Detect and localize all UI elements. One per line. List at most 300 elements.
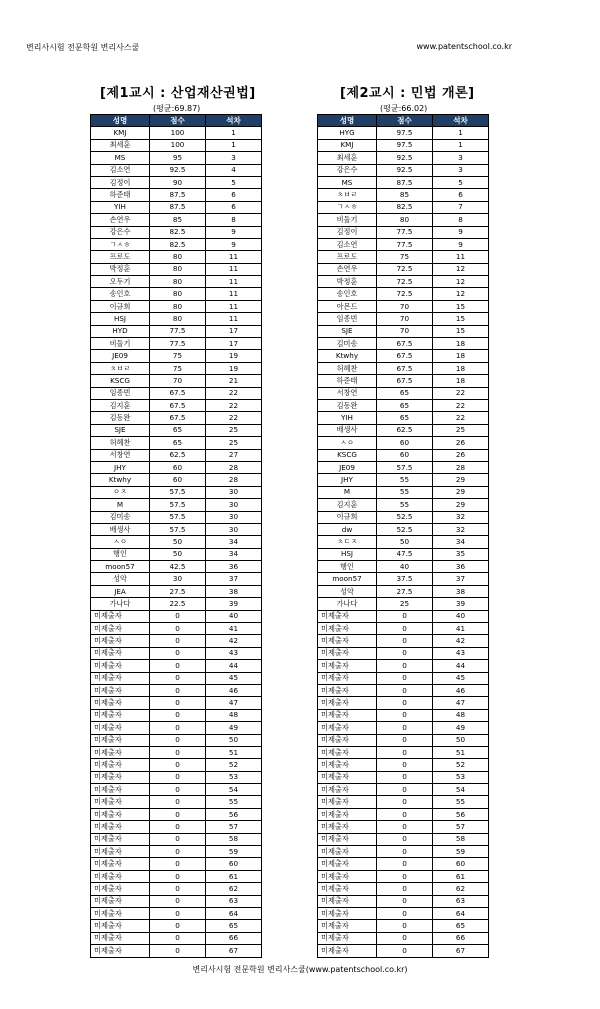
table2-title: [제2교시 : 민법 개론]	[340, 86, 475, 101]
name-cell: 미제출자	[318, 784, 377, 796]
table-row	[318, 362, 489, 374]
rank-cell: 41	[433, 623, 489, 635]
name-cell: 배생사	[318, 424, 377, 436]
rank-cell: 37	[433, 573, 489, 585]
name-cell: 가나다	[91, 598, 150, 610]
score-cell: 0	[377, 647, 433, 659]
score-cell: 0	[377, 808, 433, 820]
score-cell: 55	[377, 486, 433, 498]
rank-cell: 61	[206, 870, 262, 882]
score-cell: 0	[150, 635, 206, 647]
score-cell: 0	[150, 697, 206, 709]
name-cell: KSCG	[318, 449, 377, 461]
rank-cell: 11	[206, 313, 262, 325]
name-cell: YIH	[318, 412, 377, 424]
name-cell: 미제출자	[91, 784, 150, 796]
column-header-name: 성명	[318, 115, 377, 127]
name-cell: 미제출자	[318, 771, 377, 783]
name-cell: 송인호	[91, 288, 150, 300]
table-row	[91, 437, 262, 449]
table-row	[318, 325, 489, 337]
name-cell: 비둘기	[318, 214, 377, 226]
table-row	[91, 846, 262, 858]
score-cell: 0	[150, 858, 206, 870]
rank-cell: 51	[433, 746, 489, 758]
score-cell: 0	[377, 746, 433, 758]
name-cell: 미제출자	[91, 771, 150, 783]
name-cell: 프로도	[318, 251, 377, 263]
rank-cell: 55	[433, 796, 489, 808]
score-cell: 65	[150, 424, 206, 436]
score-cell: 50	[150, 548, 206, 560]
rank-cell: 61	[433, 870, 489, 882]
score-cell: 87.5	[377, 176, 433, 188]
name-cell: 미제출자	[91, 672, 150, 684]
score-cell: 55	[377, 499, 433, 511]
name-cell: 미제출자	[318, 932, 377, 944]
score-cell: 85	[377, 189, 433, 201]
score-cell: 0	[377, 610, 433, 622]
name-cell: MS	[318, 176, 377, 188]
table-row	[91, 511, 262, 523]
score-cell: 57.5	[377, 461, 433, 473]
rank-cell: 19	[206, 350, 262, 362]
name-cell: 미제출자	[91, 746, 150, 758]
rank-cell: 38	[433, 585, 489, 597]
rank-cell: 7	[433, 201, 489, 213]
rank-cell: 9	[206, 226, 262, 238]
table-row	[91, 672, 262, 684]
name-cell: 임종빈	[318, 313, 377, 325]
score-cell: 0	[377, 734, 433, 746]
rank-cell: 26	[433, 437, 489, 449]
rank-cell: 22	[206, 399, 262, 411]
name-cell: 미제출자	[91, 870, 150, 882]
name-cell: 미제출자	[91, 709, 150, 721]
table-row	[318, 573, 489, 585]
table-row	[318, 288, 489, 300]
score-cell: 90	[150, 176, 206, 188]
rank-cell: 27	[206, 449, 262, 461]
score-cell: 70	[377, 300, 433, 312]
score-cell: 37.5	[377, 573, 433, 585]
name-cell: 행인	[318, 561, 377, 573]
name-cell: 최세훈	[318, 152, 377, 164]
rank-cell: 22	[206, 412, 262, 424]
rank-cell: 50	[206, 734, 262, 746]
name-cell: 미제출자	[318, 684, 377, 696]
table-row	[318, 684, 489, 696]
score-cell: 67.5	[150, 387, 206, 399]
table-row	[318, 214, 489, 226]
rank-cell: 28	[206, 461, 262, 473]
name-cell: 가나다	[318, 598, 377, 610]
rank-cell: 59	[433, 846, 489, 858]
rank-cell: 52	[206, 759, 262, 771]
table-row	[318, 461, 489, 473]
score-cell: 77.5	[377, 238, 433, 250]
rank-cell: 66	[206, 932, 262, 944]
name-cell: KMJ	[91, 127, 150, 139]
table-row	[318, 350, 489, 362]
rank-cell: 29	[433, 486, 489, 498]
name-cell: ㄱㅅㅎ	[318, 201, 377, 213]
table-row	[91, 176, 262, 188]
name-cell: 미제출자	[318, 796, 377, 808]
rank-cell: 66	[433, 932, 489, 944]
score-cell: 0	[377, 722, 433, 734]
table-row	[91, 561, 262, 573]
score-cell: 80	[150, 313, 206, 325]
rank-cell: 52	[433, 759, 489, 771]
name-cell: 비둘기	[91, 338, 150, 350]
rank-cell: 29	[433, 474, 489, 486]
rank-cell: 18	[433, 350, 489, 362]
score-cell: 77.5	[150, 338, 206, 350]
name-cell: ㄱㅅㅎ	[91, 238, 150, 250]
score-cell: 0	[377, 870, 433, 882]
score-cell: 55	[377, 474, 433, 486]
name-cell: KSCG	[91, 375, 150, 387]
name-cell: 김지훈	[318, 499, 377, 511]
name-cell: JHY	[318, 474, 377, 486]
score-cell: 82.5	[377, 201, 433, 213]
name-cell: 미제출자	[91, 945, 150, 957]
rank-cell: 43	[206, 647, 262, 659]
rank-cell: 11	[206, 276, 262, 288]
name-cell: 미제출자	[318, 746, 377, 758]
rank-cell: 45	[206, 672, 262, 684]
rank-cell: 53	[206, 771, 262, 783]
header-website-link[interactable]: www.patentschool.co.kr	[416, 42, 512, 51]
name-cell: ㅅㅇ	[318, 437, 377, 449]
table-row	[318, 536, 489, 548]
score-cell: 47.5	[377, 548, 433, 560]
name-cell: HSJ	[91, 313, 150, 325]
table-row	[91, 796, 262, 808]
score-cell: 0	[150, 684, 206, 696]
table-row	[91, 660, 262, 672]
rank-cell: 44	[206, 660, 262, 672]
score-cell: 72.5	[377, 263, 433, 275]
table-row	[318, 697, 489, 709]
rank-cell: 37	[206, 573, 262, 585]
score-cell: 92.5	[377, 164, 433, 176]
table-row	[318, 449, 489, 461]
table-row	[318, 796, 489, 808]
name-cell: M	[91, 499, 150, 511]
table-row	[318, 226, 489, 238]
name-cell: 미제출자	[318, 883, 377, 895]
table-row	[91, 722, 262, 734]
rank-cell: 12	[433, 276, 489, 288]
name-cell: 미제출자	[318, 920, 377, 932]
table-row	[318, 784, 489, 796]
name-cell: 미제출자	[91, 808, 150, 820]
name-cell: 미제출자	[318, 635, 377, 647]
score-cell: 0	[377, 908, 433, 920]
rank-cell: 48	[206, 709, 262, 721]
score-cell: 0	[377, 660, 433, 672]
score-cell: 77.5	[150, 325, 206, 337]
table-row	[318, 908, 489, 920]
name-cell: 미제출자	[91, 722, 150, 734]
table-row	[318, 176, 489, 188]
name-cell: 미제출자	[318, 833, 377, 845]
name-cell: 미제출자	[318, 647, 377, 659]
score-cell: 0	[150, 746, 206, 758]
rank-cell: 9	[433, 238, 489, 250]
name-cell: 미제출자	[318, 895, 377, 907]
name-cell: 김미송	[318, 338, 377, 350]
rank-cell: 36	[206, 561, 262, 573]
table-row	[91, 251, 262, 263]
name-cell: ㅊㅂㄹ	[91, 362, 150, 374]
table-row	[318, 734, 489, 746]
rank-cell: 25	[206, 424, 262, 436]
table-row	[318, 164, 489, 176]
rank-cell: 3	[433, 164, 489, 176]
table-row	[318, 945, 489, 957]
table-row	[318, 709, 489, 721]
score-cell: 62.5	[377, 424, 433, 436]
score-cell: 0	[150, 672, 206, 684]
column-header-name: 성명	[91, 115, 150, 127]
name-cell: 미제출자	[91, 697, 150, 709]
table-row	[91, 313, 262, 325]
rank-cell: 18	[433, 362, 489, 374]
score-cell: 0	[150, 647, 206, 659]
rank-cell: 56	[433, 808, 489, 820]
name-cell: 미제출자	[318, 821, 377, 833]
score-cell: 0	[377, 635, 433, 647]
score-cell: 95	[150, 152, 206, 164]
name-cell: 배생사	[91, 523, 150, 535]
name-cell: 허혜찬	[91, 437, 150, 449]
table-row	[91, 499, 262, 511]
rank-cell: 11	[206, 300, 262, 312]
score-cell: 27.5	[377, 585, 433, 597]
score-cell: 80	[150, 251, 206, 263]
name-cell: 미제출자	[318, 709, 377, 721]
rank-cell: 12	[433, 288, 489, 300]
rank-cell: 8	[206, 214, 262, 226]
name-cell: 최세훈	[91, 139, 150, 151]
name-cell: 미제출자	[318, 908, 377, 920]
score-cell: 57.5	[150, 486, 206, 498]
name-cell: ㅅㅇ	[91, 536, 150, 548]
score-cell: 0	[150, 610, 206, 622]
rank-cell: 5	[206, 176, 262, 188]
rank-cell: 1	[433, 127, 489, 139]
table-row	[318, 486, 489, 498]
table-row	[318, 189, 489, 201]
name-cell: 미제출자	[318, 759, 377, 771]
name-cell: 김소연	[91, 164, 150, 176]
table-row	[318, 895, 489, 907]
table-row	[91, 424, 262, 436]
name-cell: 미제출자	[91, 858, 150, 870]
score-cell: 0	[150, 784, 206, 796]
rank-cell: 46	[433, 684, 489, 696]
name-cell: 서창연	[91, 449, 150, 461]
score-cell: 97.5	[377, 127, 433, 139]
table-row	[91, 164, 262, 176]
rank-cell: 55	[206, 796, 262, 808]
name-cell: 박정훈	[91, 263, 150, 275]
score-cell: 0	[377, 920, 433, 932]
score-cell: 0	[150, 883, 206, 895]
name-cell: ㅇㅈ	[91, 486, 150, 498]
table1-title: [제1교시 : 산업재산권법]	[100, 86, 256, 101]
table-row	[91, 226, 262, 238]
table-row	[91, 338, 262, 350]
footer-text: 변리사시험 전문학원 변리사스쿨(www.patentschool.co.kr)	[192, 965, 408, 974]
rank-cell: 64	[433, 908, 489, 920]
rank-cell: 62	[433, 883, 489, 895]
rank-cell: 3	[206, 152, 262, 164]
score-cell: 0	[150, 846, 206, 858]
table-row	[91, 908, 262, 920]
name-cell: SJE	[91, 424, 150, 436]
table-row	[318, 598, 489, 610]
name-cell: Ktwhy	[318, 350, 377, 362]
table-row	[318, 201, 489, 213]
score-cell: 0	[377, 697, 433, 709]
score-cell: 0	[150, 796, 206, 808]
score-cell: 0	[150, 920, 206, 932]
table-row	[318, 932, 489, 944]
table-row	[91, 399, 262, 411]
rank-cell: 22	[433, 387, 489, 399]
name-cell: ㅊㅂㄹ	[318, 189, 377, 201]
score-cell: 75	[150, 350, 206, 362]
score-cell: 0	[150, 623, 206, 635]
score-cell: 50	[377, 536, 433, 548]
score-cell: 75	[377, 251, 433, 263]
rank-cell: 47	[433, 697, 489, 709]
rank-cell: 42	[206, 635, 262, 647]
score-cell: 70	[150, 375, 206, 387]
table-row	[91, 623, 262, 635]
table-row	[91, 288, 262, 300]
name-cell: HYD	[91, 325, 150, 337]
table-row	[91, 585, 262, 597]
table-row	[318, 722, 489, 734]
score-cell: 80	[150, 300, 206, 312]
table-row	[91, 536, 262, 548]
name-cell: 성악	[318, 585, 377, 597]
rank-cell: 11	[433, 251, 489, 263]
score-cell: 0	[150, 734, 206, 746]
name-cell: HYG	[318, 127, 377, 139]
score-cell: 87.5	[150, 201, 206, 213]
table-row	[91, 808, 262, 820]
rank-cell: 42	[433, 635, 489, 647]
rank-cell: 21	[206, 375, 262, 387]
table-row	[91, 461, 262, 473]
name-cell: 김동완	[91, 412, 150, 424]
rank-cell: 17	[206, 338, 262, 350]
score-cell: 0	[377, 784, 433, 796]
table-row	[318, 883, 489, 895]
name-cell: 성악	[91, 573, 150, 585]
score-cell: 0	[150, 722, 206, 734]
table-row	[318, 313, 489, 325]
score-cell: 0	[150, 759, 206, 771]
score-cell: 0	[377, 796, 433, 808]
table-row	[91, 387, 262, 399]
rank-cell: 60	[206, 858, 262, 870]
name-cell: 미제출자	[91, 883, 150, 895]
table-row	[91, 697, 262, 709]
name-cell: 미제출자	[318, 672, 377, 684]
table-row	[318, 375, 489, 387]
score-cell: 65	[150, 437, 206, 449]
name-cell: moon57	[318, 573, 377, 585]
name-cell: 김미송	[91, 511, 150, 523]
name-cell: 오두기	[91, 276, 150, 288]
table-row	[91, 610, 262, 622]
rank-cell: 19	[206, 362, 262, 374]
table-row	[318, 127, 489, 139]
name-cell: 미제출자	[318, 697, 377, 709]
score-cell: 0	[377, 684, 433, 696]
name-cell: JE09	[318, 461, 377, 473]
rank-cell: 3	[433, 152, 489, 164]
rank-cell: 54	[433, 784, 489, 796]
table-row	[318, 561, 489, 573]
rank-cell: 6	[206, 201, 262, 213]
table-row	[318, 263, 489, 275]
table-row	[91, 486, 262, 498]
score-cell: 0	[377, 623, 433, 635]
rank-cell: 29	[433, 499, 489, 511]
table-row	[91, 746, 262, 758]
score-cell: 77.5	[377, 226, 433, 238]
rank-cell: 17	[206, 325, 262, 337]
rank-cell: 59	[206, 846, 262, 858]
name-cell: SJE	[318, 325, 377, 337]
score-cell: 97.5	[377, 139, 433, 151]
score-cell: 0	[150, 870, 206, 882]
table-row	[318, 399, 489, 411]
score-cell: 0	[150, 932, 206, 944]
table-row	[318, 771, 489, 783]
name-cell: 김정이	[318, 226, 377, 238]
rank-cell: 6	[206, 189, 262, 201]
table-row	[318, 276, 489, 288]
table-row	[91, 573, 262, 585]
name-cell: 김지훈	[91, 399, 150, 411]
table-row	[318, 870, 489, 882]
rank-cell: 30	[206, 523, 262, 535]
table-row	[91, 932, 262, 944]
score-cell: 0	[377, 846, 433, 858]
name-cell: 김소연	[318, 238, 377, 250]
rank-cell: 53	[433, 771, 489, 783]
table-row	[318, 437, 489, 449]
score-cell: 92.5	[377, 152, 433, 164]
name-cell: 손연우	[91, 214, 150, 226]
table-row	[91, 523, 262, 535]
table-row	[91, 474, 262, 486]
rank-cell: 15	[433, 325, 489, 337]
score-cell: 0	[150, 771, 206, 783]
table-row	[318, 511, 489, 523]
rank-cell: 5	[433, 176, 489, 188]
table-row	[91, 238, 262, 250]
